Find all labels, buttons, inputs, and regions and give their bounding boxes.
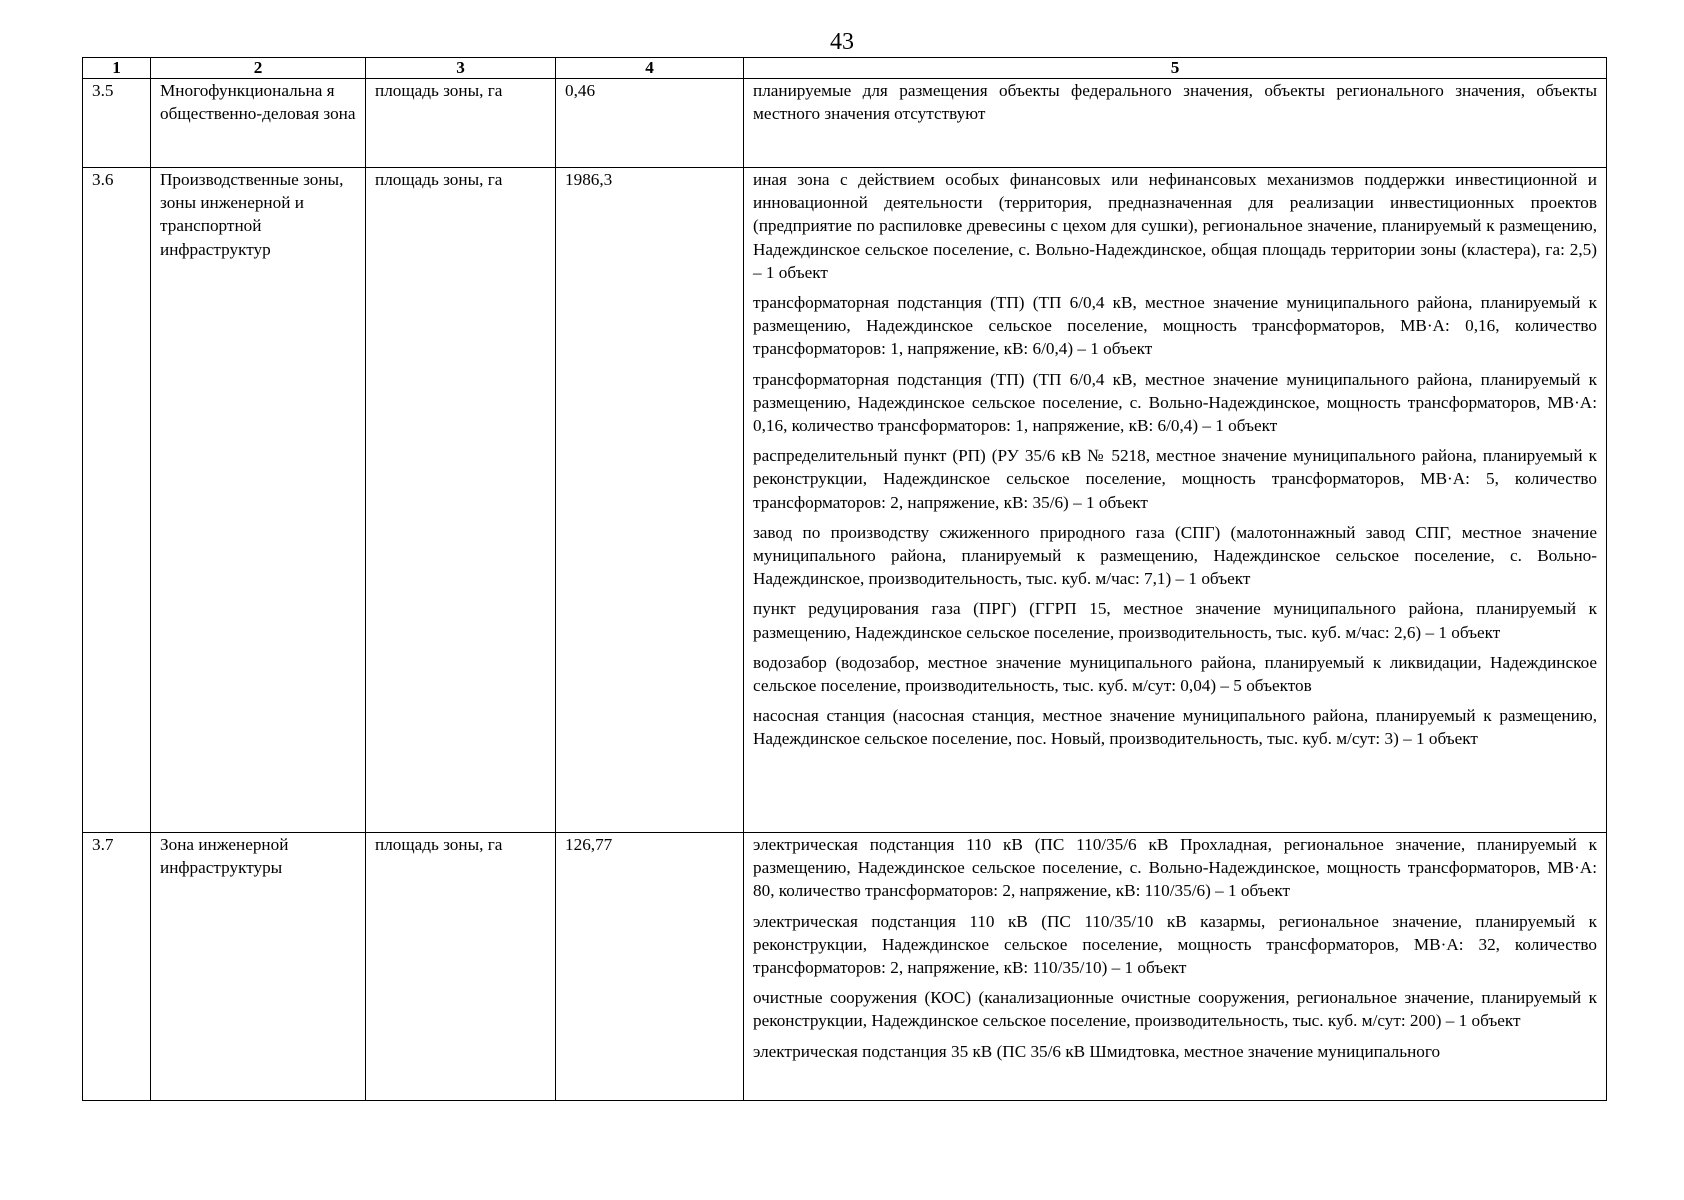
- column-header: 5: [744, 58, 1607, 79]
- row-number: 3.6: [83, 168, 151, 833]
- objects-description: [744, 168, 1607, 833]
- object-entry: водозабор (водозабор, местное значение муниципального района, планируемый к ликвидации, Надеждинское сельское поселение, производительность, тыс. куб. м/сут: 0,04) – 5 объектов: [753, 652, 1597, 696]
- table-header-row: [83, 58, 1607, 79]
- table-row: [83, 833, 1607, 1101]
- object-entry: распределительный пункт (РП) (РУ 35/6 кВ № 5218, местное значение муниципального района, планируемый к реконструкции, Надеждинское сельское поселение, мощность трансформаторов, МВ·А: 5, количество трансформаторов: 2, напряжение, кВ: 35/6) – 1 объект: [753, 446, 1597, 512]
- indicator-value: 126,77: [556, 833, 744, 1101]
- indicator-value: 1986,3: [556, 168, 744, 833]
- indicator-name: площадь зоны, га: [366, 168, 556, 833]
- table-row: [83, 168, 1607, 833]
- column-header: 1: [83, 58, 151, 79]
- object-entry: иная зона с действием особых финансовых или нефинансовых механизмов поддержки инвестиционной и инновационной деятельности (территория, предназначенная для реализации инвестиционных проектов (предприятие по распиловке древесины с цехом для сушки), региональное значение, планируемый к размещению, Надеждинское сельское поселение, с. Вольно-Надеждинское, общая площадь территории зоны (кластера), га: 2,5) – 1 объект: [753, 170, 1597, 282]
- table-row: [83, 79, 1607, 168]
- zone-name: Многофункциональна я общественно-деловая зона: [151, 79, 366, 168]
- column-header: 3: [366, 58, 556, 79]
- object-entry: электрическая подстанция 35 кВ (ПС 35/6 кВ Шмидтовка, местное значение муниципального: [753, 1041, 1441, 1061]
- zone-name: Производственные зоны, зоны инженерной и транспортной инфраструктур: [151, 168, 366, 833]
- page-number: 43: [830, 29, 854, 55]
- object-entry: насосная станция (насосная станция, местное значение муниципального района, планируемый к размещению, Надеждинское сельское поселение, пос. Новый, производительность, тыс. куб. м/сут: 3) – 1 объект: [753, 706, 1597, 749]
- row-number: 3.5: [83, 79, 151, 168]
- column-header: 2: [151, 58, 366, 79]
- objects-description: [744, 79, 1607, 168]
- object-entry: завод по производству сжиженного природного газа (СПГ) (малотоннажный завод СПГ, местное значение муниципального района, планируемый к размещению, Надеждинское сельское поселение, с. Вольно-Надеждинское, производительность, тыс. куб. м/час: 7,1) – 1 объект: [753, 522, 1597, 589]
- object-entry: трансформаторная подстанция (ТП) (ТП 6/0,4 кВ, местное значение муниципального района, планируемый к размещению, Надеждинское сельское поселение, мощность трансформаторов, МВ·А: 0,16, количество трансформаторов: 1, напряжение, кВ: 6/0,4) – 1 объект: [753, 293, 1597, 359]
- row-number: 3.7: [83, 833, 151, 1101]
- zone-name: Зона инженерной инфраструктуры: [151, 833, 366, 1101]
- object-entry: электрическая подстанция 110 кВ (ПС 110/35/10 кВ казармы, региональное значение, планируемый к реконструкции, Надеждинское сельское поселение, мощность трансформаторов, МВ·А: 32, количество трансформаторов: 2, напряжение, кВ: 110/35/10) – 1 объект: [753, 911, 1597, 978]
- object-entry: трансформаторная подстанция (ТП) (ТП 6/0,4 кВ, местное значение муниципального района, планируемый к размещению, Надеждинское сельское поселение, с. Вольно-Надеждинское, мощность трансформаторов, МВ·А: 0,16, количество трансформаторов: 1, напряжение, кВ: 6/0,4) – 1 объект: [753, 369, 1597, 436]
- zones-table: [82, 57, 1607, 1101]
- object-entry: пункт редуцирования газа (ПРГ) (ГГРП 15, местное значение муниципального района, планируемый к размещению, Надеждинское сельское поселение, производительность, тыс. куб. м/час: 2,6) – 1 объект: [753, 599, 1597, 642]
- indicator-name: площадь зоны, га: [366, 79, 556, 168]
- indicator-name: площадь зоны, га: [366, 833, 556, 1101]
- objects-description: [744, 833, 1607, 1101]
- column-header: 4: [556, 58, 744, 79]
- object-entry: электрическая подстанция 110 кВ (ПС 110/35/6 кВ Прохладная, региональное значение, планируемый к размещению, Надеждинское сельское поселение, с. Вольно-Надеждинское, мощность трансформаторов, МВ·А: 80, количество трансформаторов: 2, напряжение, кВ: 110/35/6) – 1 объект: [753, 835, 1597, 901]
- object-entry: очистные сооружения (КОС) (канализационные очистные сооружения, региональное значение, планируемый к реконструкции, Надеждинское сельское поселение, производительность, тыс. куб. м/сут: 200) – 1 объект: [753, 988, 1597, 1031]
- object-entry: планируемые для размещения объекты федерального значения, объекты регионального значения, объекты местного значения отсутствуют: [753, 81, 1597, 124]
- indicator-value: 0,46: [556, 79, 744, 168]
